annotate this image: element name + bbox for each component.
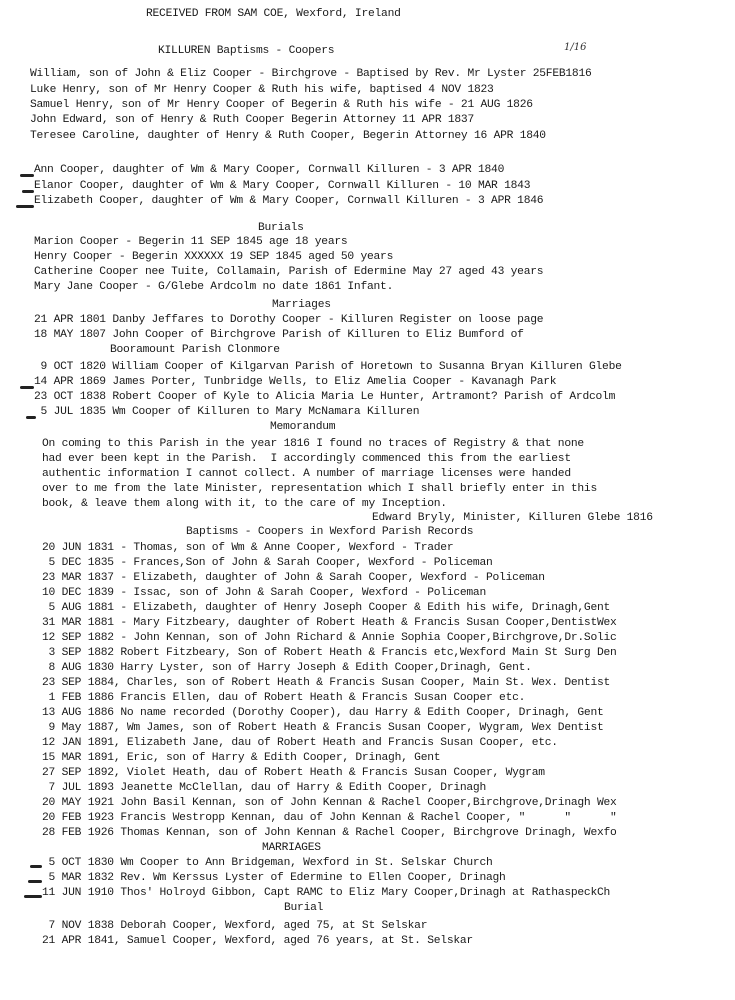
memorandum-line: over to me from the late Minister, representation which I shall briefly enter in this [42,483,597,495]
baptism-line: Elizabeth Cooper, daughter of Wm & Mary Cooper, Cornwall Killuren - 3 APR 1846 [34,195,544,207]
wexford-baptism-line: 7 JUL 1893 Jeanette McClellan, dau of Harry & Edith Cooper, Drinagh [42,782,486,794]
pen-mark [30,865,42,868]
wexford-heading: Baptisms - Coopers in Wexford Parish Records [186,526,474,538]
burials-heading: Burials [258,222,304,234]
wexford-baptism-line: 28 FEB 1926 Thomas Kennan, son of John Kennan & Rachel Cooper, Birchgrove Drinagh, Wexfo [42,827,617,839]
marriage2-line: 5 MAR 1832 Rev. Wm Kerssus Lyster of Edermine to Ellen Cooper, Drinagh [42,872,506,884]
baptism-line: Samuel Henry, son of Mr Henry Cooper of Begerin & Ruth his wife - 21 AUG 1826 [30,99,533,111]
marriage-line: Booramount Parish Clonmore [110,344,280,356]
memorandum-line: book, & leave them along with it, to the care of my Inception. [42,498,447,510]
marriage-line: 14 APR 1869 James Porter, Tunbridge Wells, to Eliz Amelia Cooper - Kavanagh Park [34,376,557,388]
memorandum-signature: Edward Bryly, Minister, Killuren Glebe 1816 [372,512,653,524]
burial-line: Marion Cooper - Begerin 11 SEP 1845 age 18 years [34,236,348,248]
memorandum-line: authentic information I cannot collect. A number of marriage licenses were handed [42,468,571,480]
baptism-line: John Edward, son of Henry & Ruth Cooper Begerin Attorney 11 APR 1837 [30,114,474,126]
wexford-baptism-line: 23 MAR 1837 - Elizabeth, daughter of John & Sarah Cooper, Wexford - Policeman [42,572,545,584]
burial-line: Mary Jane Cooper - G/Glebe Ardcolm no date 1861 Infant. [34,281,394,293]
wexford-baptism-line: 10 DEC 1839 - Issac, son of John & Sarah Cooper, Wexford - Policeman [42,587,486,599]
wexford-baptism-line: 23 SEP 1884, Charles, son of Robert Heath & Francis Susan Cooper, Main St. Wex. Dentist [42,677,611,689]
marriage2-line: 5 OCT 1830 Wm Cooper to Ann Bridgeman, Wexford in St. Selskar Church [42,857,493,869]
wexford-baptism-line: 15 MAR 1891, Eric, son of Harry & Edith Cooper, Drinagh, Gent [42,752,441,764]
memorandum-line: On coming to this Parish in the year 1816 I found no traces of Registry & that none [42,438,584,450]
pen-mark [24,895,42,898]
baptism-line: Elanor Cooper, daughter of Wm & Mary Cooper, Cornwall Killuren - 10 MAR 1843 [34,180,531,192]
marriage-line: 21 APR 1801 Danby Jeffares to Dorothy Cooper - Killuren Register on loose page [34,314,544,326]
marriage-line: 18 MAY 1807 John Cooper of Birchgrove Parish of Killuren to Eliz Bumford of [34,329,524,341]
wexford-baptism-line: 8 AUG 1830 Harry Lyster, son of Harry Joseph & Edith Cooper,Drinagh, Gent. [42,662,532,674]
title: KILLUREN Baptisms - Coopers [158,45,335,57]
marriage-line: 5 JUL 1835 Wm Cooper of Killuren to Mary McNamara Killuren [34,406,420,418]
wexford-baptism-line: 5 DEC 1835 - Frances,Son of John & Sarah Cooper, Wexford - Policeman [42,557,493,569]
marriage-line: 23 OCT 1838 Robert Cooper of Kyle to Alicia Maria Le Hunter, Artramont? Parish of Ardcolm [34,391,616,403]
marriage-line: 9 OCT 1820 William Cooper of Kilgarvan Parish of Horetown to Susanna Bryan Killuren Glebe [34,361,622,373]
memorandum-line: had ever been kept in the Parish. I accordingly commenced this from the earliest [42,453,571,465]
pen-mark [28,880,42,883]
burial-line: Henry Cooper - Begerin XXXXXX 19 SEP 1845 aged 50 years [34,251,394,263]
baptism-line: Teresee Caroline, daughter of Henry & Ruth Cooper, Begerin Attorney 16 APR 1840 [30,130,546,142]
wexford-baptism-line: 13 AUG 1886 No name recorded (Dorothy Cooper), dau Harry & Edith Cooper, Drinagh, Gent [42,707,604,719]
pen-mark [20,386,34,389]
marriages2-heading: MARRIAGES [262,842,321,854]
burial2-line: 21 APR 1841, Samuel Cooper, Wexford, aged 76 years, at St. Selskar [42,935,473,947]
header-line: RECEIVED FROM SAM COE, Wexford, Ireland [146,8,401,20]
burial2-line: 7 NOV 1838 Deborah Cooper, Wexford, aged 75, at St Selskar [42,920,428,932]
wexford-baptism-line: 3 SEP 1882 Robert Fitzbeary, Son of Robert Heath & Francis etc,Wexford Main St Surg Den [42,647,617,659]
memorandum-heading: Memorandum [270,421,336,433]
wexford-baptism-line: 27 SEP 1892, Violet Heath, dau of Robert Heath & Francis Susan Cooper, Wygram [42,767,545,779]
wexford-baptism-line: 20 JUN 1831 - Thomas, son of Wm & Anne Cooper, Wexford - Trader [42,542,454,554]
wexford-baptism-line: 1 FEB 1886 Francis Ellen, dau of Robert Heath & Francis Susan Cooper etc. [42,692,526,704]
baptism-line: William, son of John & Eliz Cooper - Birchgrove - Baptised by Rev. Mr Lyster 25FEB1816 [30,68,592,80]
handwritten-note: 1/16 [564,42,587,53]
burial-line: Catherine Cooper nee Tuite, Collamain, Parish of Edermine May 27 aged 43 years [34,266,544,278]
baptism-line: Luke Henry, son of Mr Henry Cooper & Ruth his wife, baptised 4 NOV 1823 [30,84,494,96]
pen-mark [22,190,34,193]
wexford-baptism-line: 5 AUG 1881 - Elizabeth, daughter of Henry Joseph Cooper & Edith his wife, Drinagh,Gent [42,602,611,614]
wexford-baptism-line: 12 SEP 1882 - John Kennan, son of John Richard & Annie Sophia Cooper,Birchgrove,Dr.Solic [42,632,617,644]
pen-mark [20,174,34,177]
burial-heading: Burial [284,902,324,914]
pen-mark [16,205,34,208]
marriage2-line: 11 JUN 1910 Thos' Holroyd Gibbon, Capt RAMC to Eliz Mary Cooper,Drinagh at RathaspeckCh [42,887,611,899]
wexford-baptism-line: 20 MAY 1921 John Basil Kennan, son of John Kennan & Rachel Cooper,Birchgrove,Drinagh Wex [42,797,617,809]
wexford-baptism-line: 9 May 1887, Wm James, son of Robert Heath & Francis Susan Cooper, Wygram, Wex Dentist [42,722,604,734]
wexford-baptism-line: 20 FEB 1923 Francis Westropp Kennan, dau of John Kennan & Rachel Cooper, " " " [42,812,617,824]
wexford-baptism-line: 12 JAN 1891, Elizabeth Jane, dau of Robert Heath and Francis Susan Cooper, etc. [42,737,558,749]
baptism-line: Ann Cooper, daughter of Wm & Mary Cooper, Cornwall Killuren - 3 APR 1840 [34,164,505,176]
wexford-baptism-line: 31 MAR 1881 - Mary Fitzbeary, daughter of Robert Heath & Francis Susan Cooper,DentistWex [42,617,617,629]
marriages-heading: Marriages [272,299,331,311]
